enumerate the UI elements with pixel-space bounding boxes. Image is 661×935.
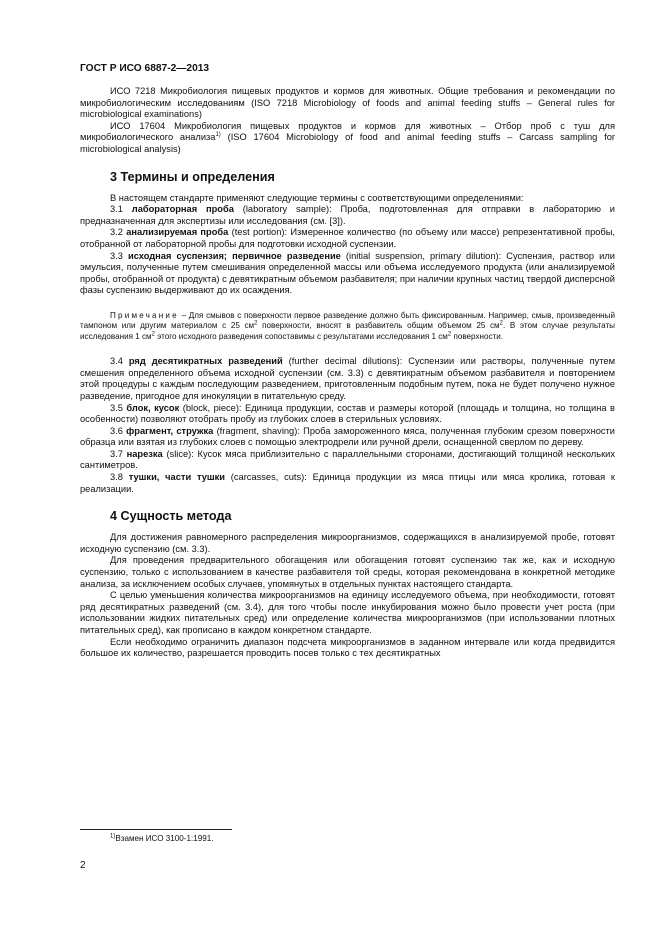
note-block: Примечание – Для смывов с поверхности первое разведение должно быть фиксированным. Например, смыв, произведенный тампоном или другим материалом с 25 $см^2$ поверхности, вносят в разбавитель общим объемом 25 $см^2$. В этом случае результаты исследования 1 $см^2$ этого исходного разведения сопоставимы с результатами исследования 1 $см^2$ поверхности.	[80, 310, 616, 341]
term-name: тушки, части тушки	[128, 472, 226, 483]
footnote: $^{1)}$Взамен ИСО 3100-1:1991.	[110, 833, 214, 843]
reference-iso-17604: ИСО 17604 Микробиология пищевых продуктов и кормов для животных – Отбор проб с туш для микробиологического анализа$^{1)}$ (ISO 17604 Microbiology of food and animal feeding stuffs – Carcass sampling for microbiological analysis)	[80, 120, 615, 154]
document-body	[80, 86, 615, 660]
term-3-1: 3.1 лабораторная проба (laboratory sample): Проба, подготовленная для отправки в лабораторию и предназначенная для экспертизы или исследования (см. [3]).	[80, 204, 615, 226]
section-4-paragraph-2: Для проведения предварительного обогащения или обогащения готовят суспензию так же, как и исходную суспензию, только с использованием в качестве разбавителя той среды, которая рекомендована в конкретной методике анализа, за исключением особых случаев, упомянутых в отдельных пунктах настоящего стандарта.	[80, 555, 615, 589]
term-name: фрагмент, стружка	[126, 425, 214, 436]
term-name: лабораторная проба	[131, 204, 234, 215]
term-3-4: 3.4 ряд десятикратных разведений (further decimal dilutions): Суспензии или растворы, полученные путем смешения определенного объема исходной суспензии (см. 3.3) с девятикратным объемом разбавителя и повторением этой процедуры с каждым последующим разведением, приготовленным подобным путем, пока не будет получено нужное разведение, пригодное для инокуляции в питательную среду.	[80, 356, 615, 401]
term-name: ряд десятикратных разведений	[128, 356, 283, 367]
term-3-2: 3.2 анализируемая проба (test portion): Измеренное количество (по объему или массе) репрезентативной пробы, отобранной от лабораторной пробы для подготовки исходной суспензии.	[80, 227, 615, 249]
term-3-7: 3.7 нарезка (slice): Кусок мяса приблизительно с параллельными сторонами, достигающий толщиной нескольких сантиметров.	[80, 448, 615, 471]
term-name: нарезка	[126, 448, 163, 459]
term-name: исходная суспензия; первичное разведение	[128, 250, 341, 261]
term-3-3: 3.3 исходная суспензия; первичное разведение (initial suspension, primary dilution): Суспензия, раствор или эмульсия, полученные путем смешивания определенной массы или объема исследуемого продукта (или анализируемой пробы, отобранной от продукта) с девятикратным объемом разбавителя; при наличии крупных частиц твердой дисперсной фазы суспензию выдерживают до их осаждения.	[80, 250, 615, 296]
term-3-8: 3.8 тушки, части тушки (carcasses, cuts): Единица продукции из мяса птицы или мяса кролика, готовая к реализации.	[80, 472, 615, 494]
section-3-heading: 3 Термины и определения	[110, 169, 275, 184]
document-header: ГОСТ Р ИСО 6887-2—2013	[80, 63, 210, 74]
term-3-6: 3.6 фрагмент, стружка (fragment, shaving): Проба замороженного мяса, полученная глубоким срезом поверхности образца или взятая из глубоких слоев с помощью электродрели или ручной дрели, оснащенной сверлом по дереву.	[80, 425, 615, 448]
section-4-paragraph-1: Для достижения равномерного распределения микроорганизмов, содержащихся в анализируемой пробе, готовят исходную суспензию (см. 3.3).	[80, 532, 615, 554]
section-4-paragraph-3: С целью уменьшения количества микроорганизмов на единицу исследуемого объема, при необходимости, готовят ряд десятикратных разведений (см. 3.4), для того чтобы после инкубирования можно было провести учет роста (при использовании жидких питательных сред) или определение количества микроорганизмов (при использовании плотных питательных сред), как прописано в каждом конкретном стандарте.	[80, 590, 615, 635]
section-4-heading: 4 Сущность метода	[110, 509, 232, 524]
term-name: анализируемая проба	[126, 227, 229, 238]
footnote-marker: 1)	[215, 132, 221, 139]
page-number: 2	[80, 860, 86, 871]
term-3-5: 3.5 блок, кусок (block, piece): Единица продукции, состав и размеры которой (площадь и толщина, но толщина в особенности) позволяют отобрать пробу из глубоких слоев в стерильных условиях.	[80, 402, 615, 425]
footnote-divider	[80, 829, 232, 830]
term-name: блок, кусок	[126, 402, 180, 413]
section-4-paragraph-4: Если необходимо ограничить диапазон подсчета микроорганизмов в заданном интервале или когда предвидится большое их количество, разрешается проводить посев только с тех десятикратных	[80, 636, 615, 659]
section-3-intro: В настоящем стандарте применяют следующие термины с соответствующими определениями:	[110, 192, 524, 203]
note-label: Примечание	[110, 310, 179, 320]
reference-iso-7218: ИСО 7218 Микробиология пищевых продуктов и кормов для животных. Общие требования и рекомендации по микробиологическим исследованиям (ISO 7218 Microbiology of foods and animal feeding stuffs – General rules for microbiological examinations)	[80, 86, 615, 120]
